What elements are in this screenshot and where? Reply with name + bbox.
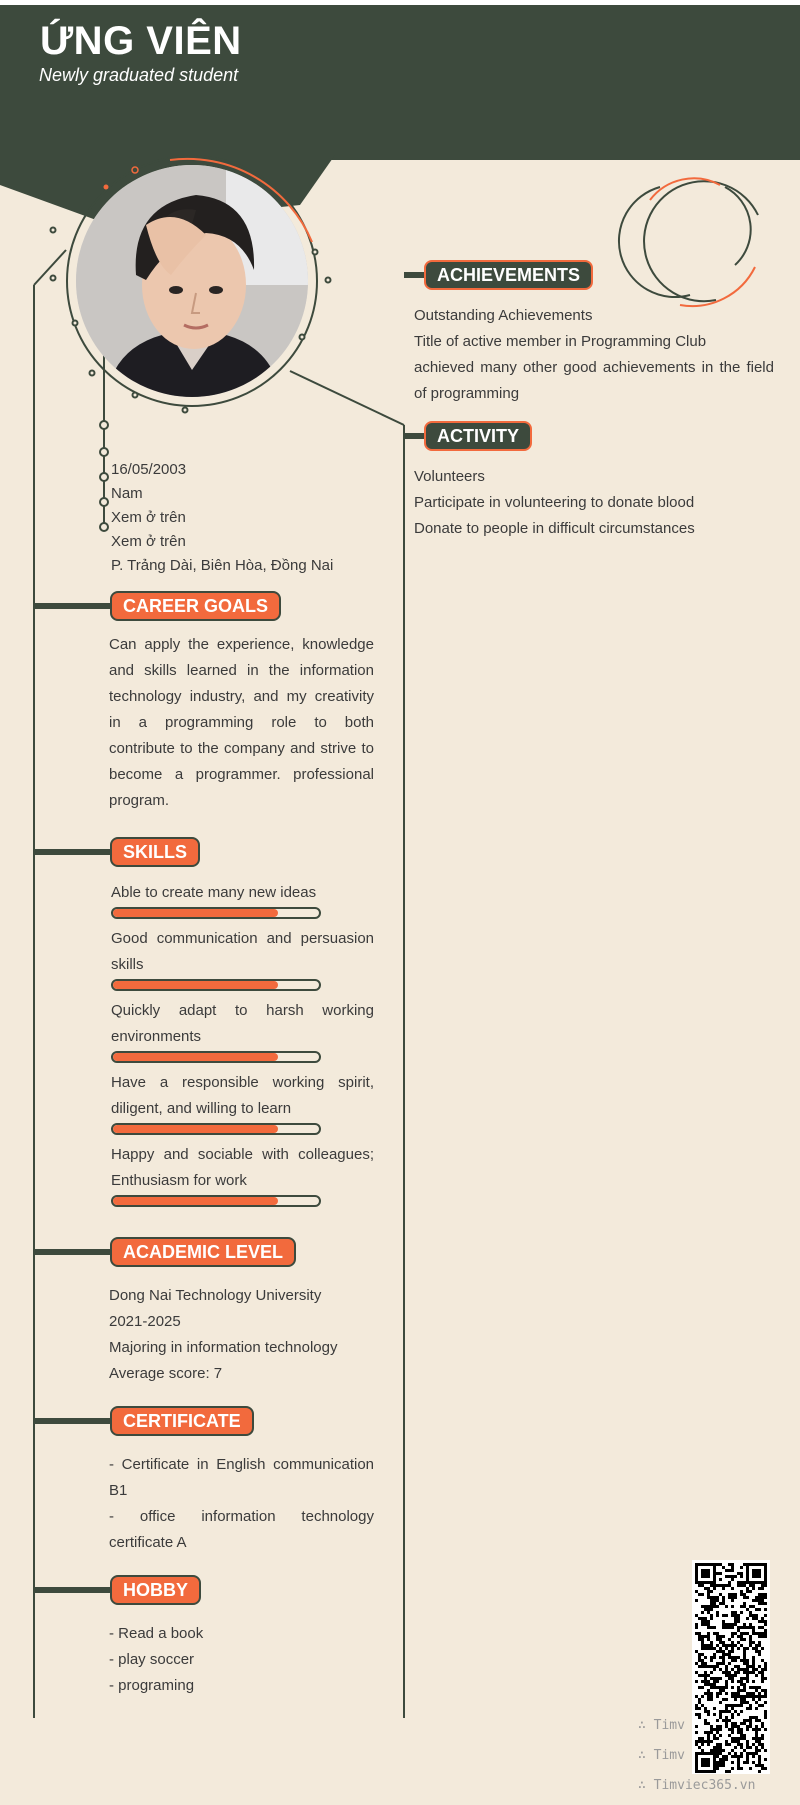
phone: Xem ở trên: [111, 509, 186, 526]
candidate-job-title: Newly graduated student: [39, 65, 239, 85]
skill-line: environments: [111, 1028, 202, 1045]
academic-bar: [34, 1249, 112, 1255]
activity-line: Donate to people in difficult circumstances: [414, 520, 695, 537]
activity-bar: [404, 433, 426, 439]
skill-progress: [111, 1195, 321, 1207]
skill-progress-fill: [113, 981, 278, 989]
hobby-bar: [34, 1587, 112, 1593]
skill-progress: [111, 1051, 321, 1063]
skill-line: Able to create many new ideas: [111, 884, 317, 901]
qr-code: [692, 1560, 770, 1774]
skill-text: [111, 998, 374, 1050]
skill-line: Quickly adapt to harsh working: [111, 1002, 374, 1019]
skill-progress: [111, 907, 321, 919]
skill-progress: [111, 979, 321, 991]
skill-line: skills: [111, 956, 144, 973]
skill-text: [111, 926, 374, 978]
achievements-heading: ACHIEVEMENTS: [424, 260, 593, 290]
skill-progress-fill: [113, 1197, 278, 1205]
skill-progress-fill: [113, 1053, 278, 1061]
certificate-line: certificate A: [109, 1534, 187, 1551]
activity-line: Participate in volunteering to donate blood: [414, 494, 695, 511]
skill-text: [111, 1070, 374, 1122]
academic-text: [109, 1283, 374, 1387]
career-goals-line: in a programming role to both: [109, 714, 374, 731]
candidate-photo: [76, 165, 308, 397]
skill-line: Enthusiasm for work: [111, 1172, 247, 1189]
achievements-line: achieved many other good achievements in the field: [414, 359, 774, 376]
skill-line: Good communication and persuasion: [111, 930, 374, 947]
certificate-bar: [34, 1418, 112, 1424]
skill-progress: [111, 1123, 321, 1135]
academic-heading: ACADEMIC LEVEL: [110, 1237, 296, 1267]
activity-heading: ACTIVITY: [424, 421, 532, 451]
career-goals-line: become a programmer. professional: [109, 766, 374, 783]
certificate-text: [109, 1452, 374, 1556]
hobby-line: - programing: [109, 1677, 195, 1694]
candidate-name: ỨNG VIÊN: [40, 19, 242, 63]
academic-line: Majoring in information technology: [109, 1339, 338, 1356]
email: Xem ở trên: [111, 533, 186, 550]
achievements-text: [414, 303, 774, 407]
watermark-line: ∴ Timv: [638, 1718, 685, 1733]
career-goals-line: contribute to the company and strive to: [109, 740, 374, 757]
academic-line: Average score: 7: [109, 1365, 223, 1382]
hobby-text: [109, 1621, 374, 1699]
hobby-heading: HOBBY: [110, 1575, 201, 1605]
career-goals-heading: CAREER GOALS: [110, 591, 281, 621]
career-goals-line: Can apply the experience, knowledge: [109, 636, 374, 653]
certificate-heading: CERTIFICATE: [110, 1406, 254, 1436]
skill-text: [111, 1142, 374, 1194]
career-goals-line: technology industry, and my creativity: [109, 688, 374, 705]
academic-line: Dong Nai Technology University: [109, 1287, 322, 1304]
birth-date: 16/05/2003: [111, 461, 187, 478]
activity-line: Volunteers: [414, 468, 485, 485]
hobby-line: - Read a book: [109, 1625, 204, 1642]
academic-line: 2021-2025: [109, 1313, 181, 1330]
activity-text: [414, 464, 774, 542]
achievements-line: of programming: [414, 385, 520, 402]
hobby-line: - play soccer: [109, 1651, 195, 1668]
watermark-line: ∴ Timviec365.vn: [638, 1778, 756, 1793]
skills-heading: SKILLS: [110, 837, 200, 867]
achievements-bar: [404, 272, 426, 278]
skill-line: diligent, and willing to learn: [111, 1100, 292, 1117]
skill-line: Have a responsible working spirit,: [111, 1074, 374, 1091]
career-goals-line: program.: [109, 792, 170, 809]
certificate-line: - office information technology: [109, 1508, 374, 1525]
career-goals-text: [109, 632, 374, 814]
skill-progress-fill: [113, 1125, 278, 1133]
cv-page: [0, 5, 800, 1805]
certificate-line: B1: [109, 1482, 128, 1499]
skill-line: Happy and sociable with colleagues;: [111, 1146, 374, 1163]
achievements-line: Outstanding Achievements: [414, 307, 593, 324]
achievements-line: Title of active member in Programming Club: [414, 333, 707, 350]
address: P. Trảng Dài, Biên Hòa, Đồng Nai: [111, 557, 334, 574]
certificate-line: - Certificate in English communication: [109, 1456, 374, 1473]
skill-progress-fill: [113, 909, 278, 917]
watermark-line: ∴ Timv: [638, 1748, 685, 1763]
skill-text: [111, 880, 374, 906]
skills-bar: [34, 849, 112, 855]
gender: Nam: [111, 485, 143, 502]
career-goals-bar: [34, 603, 112, 609]
career-goals-line: and skills learned in the information: [109, 662, 374, 679]
portrait-icon: [76, 165, 308, 397]
